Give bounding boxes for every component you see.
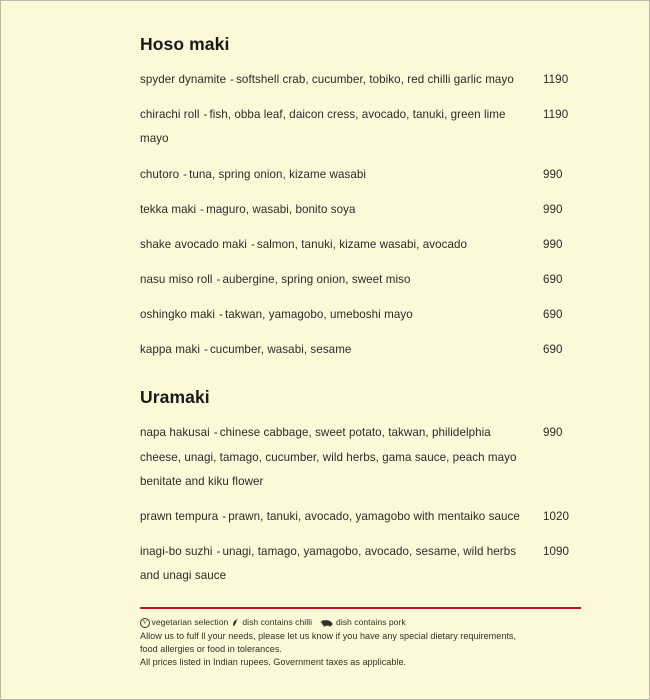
menu-item — [140, 233, 582, 257]
menu-item-name: chirachi roll — [140, 108, 200, 122]
menu-section-hoso-maki — [140, 35, 582, 362]
menu-item-dash: - — [200, 202, 205, 216]
menu-item-dash: - — [183, 167, 188, 181]
footer-note-line: Allow us to fulf ll your needs, please let us know if you have any special dietary requirements, — [140, 630, 517, 641]
menu-item-description — [140, 103, 535, 151]
vegetarian-icon: V — [140, 618, 150, 628]
menu-item-name: napa hakusai — [140, 426, 210, 440]
menu-item-ingredients: aubergine, spring onion, sweet miso — [222, 272, 411, 286]
menu-item-dash: - — [203, 108, 208, 122]
menu-item-ingredients: cucumber, wasabi, sesame — [209, 343, 352, 357]
menu-item-name: prawn tempura — [140, 509, 219, 523]
menu-item-name: oshingko maki — [140, 308, 216, 322]
menu-item-dash: - — [230, 73, 235, 87]
menu-item-description — [140, 68, 535, 92]
menu-item — [140, 303, 582, 327]
menu-item — [140, 163, 582, 187]
menu-item — [140, 421, 582, 493]
menu-item-description — [140, 505, 535, 529]
menu-item-price: 690 — [543, 272, 563, 286]
menu-item-description — [140, 303, 535, 327]
menu-item-dash: - — [250, 237, 255, 251]
footer-notes — [140, 630, 582, 669]
menu-item-description — [140, 421, 535, 493]
menu-item-name: kappa maki — [140, 343, 200, 357]
menu-item-price: 990 — [543, 237, 563, 251]
menu-item-name: inagi-bo suzhi — [140, 544, 213, 558]
menu-item-price: 690 — [543, 308, 563, 322]
menu-item — [140, 103, 582, 151]
section-title: Uramaki — [140, 387, 210, 408]
menu-item-dash: - — [219, 308, 223, 322]
menu-item-description — [140, 540, 535, 588]
menu-item-dash: - — [222, 509, 227, 523]
menu-item-description — [140, 198, 535, 222]
menu-item-price: 1190 — [543, 73, 569, 87]
menu-section-uramaki — [140, 388, 582, 588]
menu-item-price: 990 — [543, 426, 563, 440]
pork-icon — [320, 619, 333, 627]
menu-item-price: 990 — [543, 167, 563, 181]
menu-item-name: nasu miso roll — [140, 272, 213, 286]
menu-item-ingredients: tuna, spring onion, kizame wasabi — [189, 167, 367, 181]
menu-item-dash: - — [204, 343, 208, 357]
footer-note-line: All prices listed in Indian rupees. Government taxes as applicable. — [140, 656, 407, 667]
menu-item-ingredients: takwan, yamagobo, umeboshi mayo — [224, 308, 413, 322]
menu-item-ingredients: softshell crab, cucumber, tobiko, red chilli garlic mayo — [236, 73, 514, 87]
menu-item-ingredients: unagi, tamago, yamagobo, avocado, sesame, wild herbs and unagi sauce — [140, 544, 517, 583]
dietary-legend — [140, 617, 582, 629]
menu-item — [140, 198, 582, 222]
menu-item-price: 1090 — [543, 544, 570, 558]
footer-note-line: food allergies or food in tolerances. — [140, 643, 282, 654]
vegetarian-legend-label: vegetarian selection — [151, 617, 229, 627]
menu-item-ingredients: prawn, tanuki, avocado, yamagobo with mentaiko sauce — [228, 509, 520, 523]
chilli-legend-label: dish contains chilli — [242, 617, 313, 627]
menu-item-name: chutoro — [140, 167, 180, 181]
menu-item-description — [140, 338, 535, 362]
menu-item-description — [140, 163, 535, 187]
chilli-icon — [232, 618, 239, 627]
pork-legend-label: dish contains pork — [336, 617, 406, 627]
menu-item-dash: - — [213, 426, 218, 440]
menu-item — [140, 505, 582, 529]
menu-item-description — [140, 268, 535, 292]
menu-item-name: shake avocado maki — [140, 237, 247, 251]
menu-item-price: 1020 — [543, 509, 570, 523]
menu-item-price: 990 — [543, 202, 563, 216]
menu-item-description — [140, 233, 535, 257]
menu-item — [140, 540, 582, 588]
menu-footer — [140, 607, 582, 669]
menu-item-ingredients: maguro, wasabi, bonito soya — [206, 202, 356, 216]
menu-item-price: 1190 — [543, 108, 569, 122]
menu-item-ingredients: fish, obba leaf, daicon cress, avocado, tanuki, green lime mayo — [140, 108, 506, 146]
menu-item — [140, 68, 582, 92]
menu-item-name: tekka maki — [140, 202, 197, 216]
menu-item — [140, 268, 582, 292]
footer-divider — [140, 607, 581, 609]
menu-item-dash: - — [216, 544, 221, 558]
menu-item-dash: - — [216, 272, 221, 286]
menu-item — [140, 338, 582, 362]
menu-item-name: spyder dynamite — [140, 73, 227, 87]
menu-content — [140, 35, 582, 588]
menu-item-price: 690 — [543, 343, 563, 357]
section-title: Hoso maki — [140, 34, 230, 54]
menu-item-ingredients: salmon, tanuki, kizame wasabi, avocado — [256, 237, 468, 251]
menu-item-ingredients: chinese cabbage, sweet potato, takwan, philidelphia cheese, unagi, tamago, cucumber, wild herbs, gama sauce, peach mayo benitate and kiku flower — [140, 426, 517, 488]
